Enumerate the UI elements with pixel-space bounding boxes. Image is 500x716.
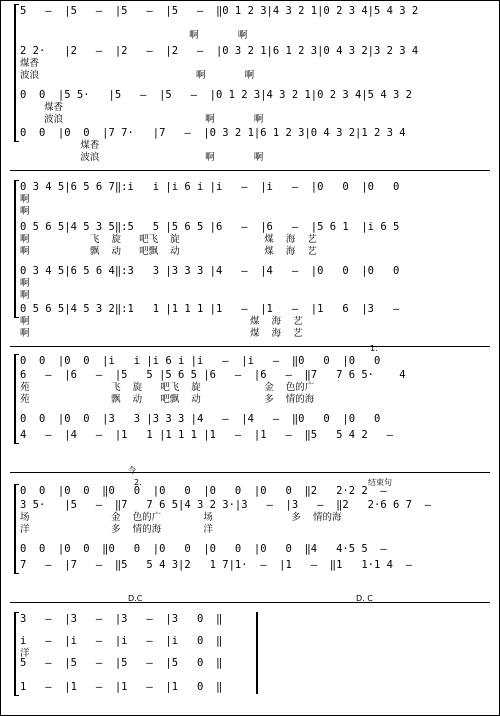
- lyrics-line: 煤香: [20, 58, 40, 69]
- volta-1-mark: 1.: [370, 344, 378, 353]
- dc-mark-2: D. C: [356, 594, 373, 603]
- notation-row: 0 0 |0 0 ‖0 0 |0 0 |0 0 |0 0 ‖4 4·5 5 –: [20, 543, 387, 555]
- notation-row: 0 0 |0 0 |i i |i 6 i |i – |i – ‖0 0 |0 0: [20, 355, 381, 367]
- lyrics-line: 场 金 色的广 场 多 情的海: [20, 512, 342, 523]
- lyrics-line: 啊: [20, 278, 30, 289]
- lyrics-line: 啊: [20, 206, 30, 217]
- notation-row: 0 0 |0 0 ‖0 0 |0 0 |0 0 |0 0 ‖2 2·2 2 –: [20, 485, 387, 497]
- notation-row: 5 – |5 – |5 – |5 – ‖0 1 2 3|4 3 2 1|0 2 3 4|5 4 3 2: [20, 5, 419, 17]
- notation-row: 0 5 6 5|4 5 3 2‖:1 1 |1 1 1 |1 – |1 – |1 6 |3 –: [20, 303, 400, 315]
- lyrics-line: 煤香: [20, 140, 100, 151]
- notation-row: 6 – |6 – |5 5 |5 6 5 |6 – |6 – ‖7 7 6 5· 4: [20, 369, 406, 381]
- notation-row: 4 – |4 – |1 1 |1 1 1 |1 – |1 – ‖5 5 4 2 –: [20, 429, 393, 441]
- notation-row: 0 3 4 5|6 5 6 7‖:i i |i 6 i |i – |i – |0 0 |0 0: [20, 181, 400, 193]
- lyrics-line: 苑 飞 旋 吧飞 旋 金 色的广: [20, 382, 315, 393]
- notation-row: 0 0 |0 0 |3 3 |3 3 3 |4 – |4 – ‖0 0 |0 0: [20, 413, 381, 425]
- system-divider: [10, 602, 490, 603]
- volta-2-mark: 2.: [134, 478, 142, 487]
- notation-row: i – |i – |i – |i 0 ‖: [20, 635, 223, 647]
- lyrics-line: 波浪 啊 啊: [20, 114, 264, 125]
- notation-row: 3 5· |5 – ‖7 7 6 5|4 3 2 3·|3 – |3 – ‖2 2·6 6 7 –: [20, 499, 431, 511]
- notation-row: 7 – |7 – ‖5 5 4 3|2 1 7|1· – |1 – ‖1 1·1 4 –: [20, 559, 412, 571]
- lyrics-line: 苑 飘 动 吧飘 动 多 情的海: [20, 394, 315, 405]
- system-divider: [10, 170, 490, 171]
- notation-row: 0 5 6 5|4 5 3 5‖:5 5 |5 6 5 |6 – |6 – |5 6 1 |i 6 5: [20, 221, 400, 233]
- notation-row: 2 2· |2 – |2 – |2 – |0 3 2 1|6 1 2 3|0 4 3 2|3 2 3 4: [20, 45, 419, 57]
- dc-mark-1: D.C: [128, 594, 143, 603]
- lyrics-line: 洋: [20, 648, 30, 659]
- system-bracket: [14, 612, 19, 696]
- notation-row: 0 0 |0 0 |7 7· |7 – |0 3 2 1|6 1 2 3|0 4 3 2|1 2 3 4: [20, 127, 406, 139]
- segno-mark: 令: [128, 466, 136, 475]
- lyrics-line: 啊 飞 旋 吧飞 旋 煤 海 艺: [20, 234, 317, 245]
- lyrics-line: 波浪 啊 啊: [20, 152, 264, 163]
- notation-row: 5 – |5 – |5 – |5 0 ‖: [20, 657, 223, 669]
- notation-row: 0 3 4 5|6 5 6 4‖:3 3 |3 3 3 |4 – |4 – |0 0 |0 0: [20, 265, 400, 277]
- final-barline: [256, 612, 258, 694]
- lyrics-line: 啊 煤 海 艺: [20, 316, 303, 327]
- system-bracket: [14, 484, 19, 574]
- lyrics-line: 洋 多 情的海 洋: [20, 524, 213, 535]
- system-bracket: [14, 354, 19, 444]
- ending-phrase-mark: 结束句: [368, 478, 392, 487]
- lyrics-line: 波浪 啊 啊: [20, 70, 255, 81]
- lyrics-line: 啊 飘 动 吧飘 动 煤 海 艺: [20, 246, 317, 257]
- lyrics-line: 啊: [20, 194, 30, 205]
- notation-row: 1 – |1 – |1 – |1 0 ‖: [20, 681, 223, 693]
- system-bracket: [14, 180, 19, 318]
- system-bracket: [14, 4, 19, 142]
- notation-row: 3 – |3 – |3 – |3 0 ‖: [20, 613, 223, 625]
- lyrics-line: 啊: [20, 290, 30, 301]
- lyrics-line: 煤香: [20, 102, 64, 113]
- notation-row: 0 0 |5 5· |5 – |5 – |0 1 2 3|4 3 2 1|0 2 3 4|5 4 3 2: [20, 89, 412, 101]
- system-divider: [10, 346, 490, 347]
- lyrics-line: 啊 煤 海 艺: [20, 328, 303, 339]
- lyrics-line: 啊 啊: [20, 30, 248, 41]
- system-divider: [10, 472, 490, 473]
